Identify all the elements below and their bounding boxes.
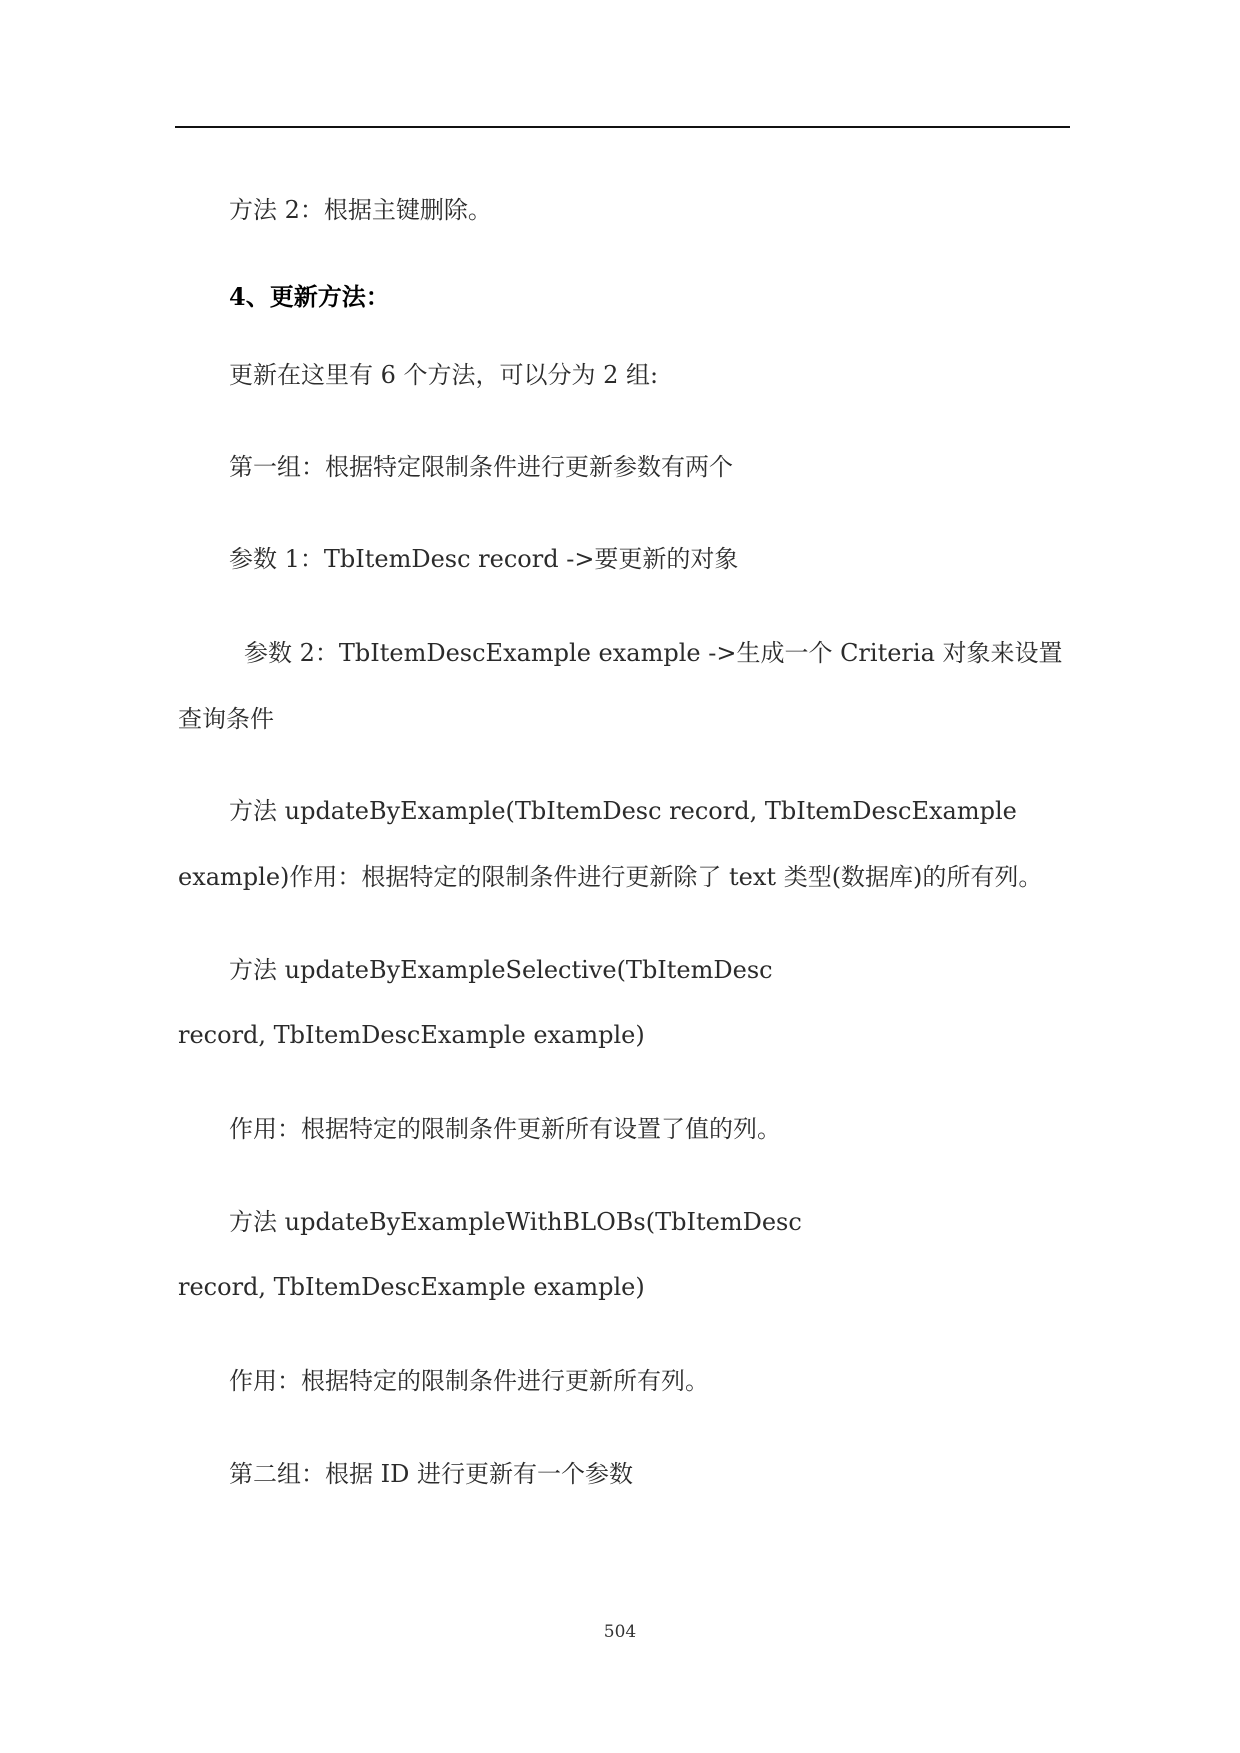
header-rule: [175, 126, 1070, 128]
page-number: 504: [603, 1622, 637, 1642]
text-line: 参数 1：TbItemDesc record ->要更新的对象: [229, 545, 739, 573]
text-line: 参数 2：TbItemDescExample example ->生成一个 Criteria 对象来设置: [244, 639, 1063, 667]
text-line: 方法 updateByExampleSelective(TbItemDesc: [229, 956, 773, 984]
text-line: example)作用：根据特定的限制条件进行更新除了 text 类型(数据库)的所有列。: [178, 863, 1043, 891]
text-line: 方法 updateByExample(TbItemDesc record, TbItemDescExample: [229, 797, 1017, 825]
text-line: 第一组：根据特定限制条件进行更新参数有两个: [229, 453, 733, 481]
text-line: 第二组：根据 ID 进行更新有一个参数: [229, 1460, 633, 1488]
text-line: record, TbItemDescExample example): [178, 1273, 645, 1301]
text-line: 查询条件: [178, 705, 274, 733]
text-line: 作用：根据特定的限制条件进行更新所有列。: [229, 1367, 709, 1395]
section-heading: 4、更新方法：: [229, 282, 390, 311]
text-line: 作用：根据特定的限制条件更新所有设置了值的列。: [229, 1115, 781, 1143]
text-line: record, TbItemDescExample example): [178, 1021, 645, 1049]
text-line: 更新在这里有 6 个方法，可以分为 2 组:: [229, 361, 659, 389]
text-line: 方法 2：根据主键删除。: [229, 196, 492, 224]
text-line: 方法 updateByExampleWithBLOBs(TbItemDesc: [229, 1208, 802, 1236]
